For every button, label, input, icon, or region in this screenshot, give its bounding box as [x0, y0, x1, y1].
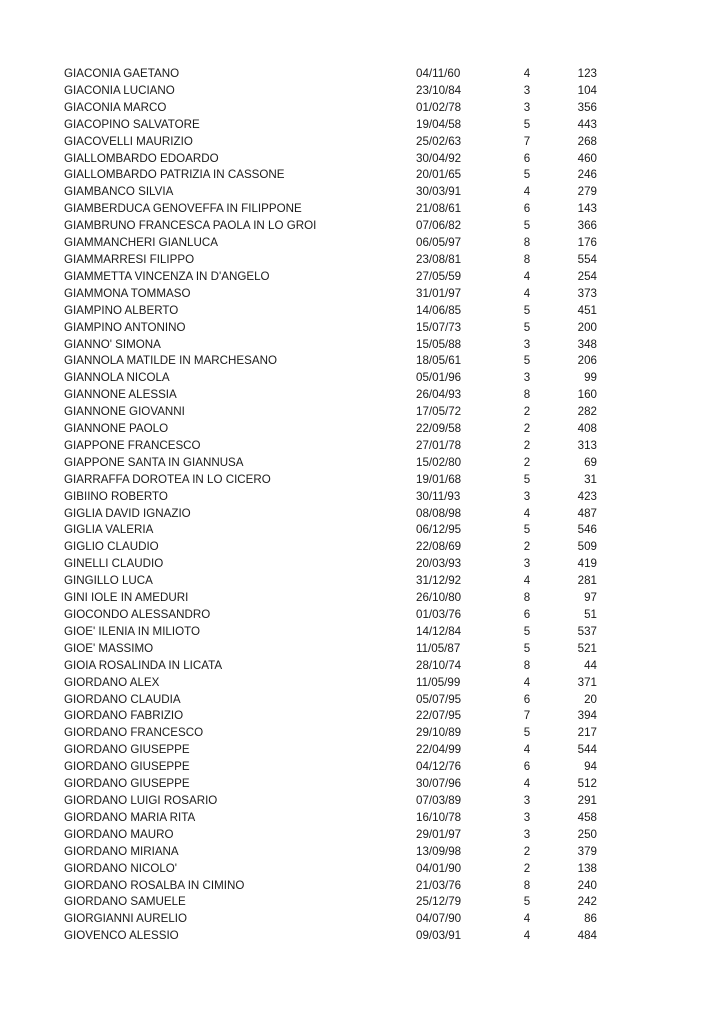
table-row [0, 100, 723, 117]
birth-date: 22/08/69 [416, 540, 462, 554]
person-name: GIACONIA MARCO [64, 100, 167, 114]
person-name: GIOE' ILENIA IN MILIOTO [64, 624, 201, 638]
person-name: GIGLIA VALERIA [64, 523, 154, 537]
count-value: 2 [523, 861, 531, 875]
birth-date: 22/09/58 [416, 422, 462, 436]
table-row [0, 556, 723, 573]
count-value: 8 [523, 878, 531, 892]
number-value: 379 [577, 844, 597, 858]
table-row [0, 117, 723, 134]
number-value: 554 [577, 252, 597, 266]
table-row [0, 151, 723, 168]
count-value: 6 [523, 692, 531, 706]
table-row [0, 252, 723, 269]
table-row [0, 844, 723, 861]
table-row [0, 167, 723, 184]
person-name: GIAMBANCO SILVIA [64, 185, 174, 199]
person-name: GIOCONDO ALESSANDRO [64, 608, 211, 621]
table-row [0, 66, 723, 83]
count-value: 5 [523, 472, 531, 486]
count-value: 5 [523, 219, 531, 233]
table-row [0, 658, 723, 675]
number-value: 240 [577, 878, 597, 892]
birth-date: 19/04/58 [416, 117, 462, 131]
birth-date: 06/05/97 [416, 236, 462, 250]
number-value: 250 [577, 827, 597, 841]
birth-date: 30/03/91 [416, 185, 462, 199]
number-value: 537 [577, 624, 597, 638]
count-value: 3 [523, 810, 531, 824]
birth-date: 01/03/76 [416, 608, 462, 621]
person-name: GIORDANO MIRIANA [64, 844, 179, 858]
birth-date: 26/04/93 [416, 388, 462, 402]
table-row [0, 235, 723, 252]
table-row [0, 269, 723, 286]
number-value: 20 [584, 692, 597, 706]
birth-date: 11/05/87 [416, 641, 461, 655]
birth-date: 30/11/93 [416, 489, 461, 503]
table-row [0, 928, 723, 945]
number-value: 104 [577, 83, 597, 97]
birth-date: 22/04/99 [416, 743, 462, 757]
birth-date: 31/01/97 [416, 286, 462, 300]
number-value: 373 [577, 286, 597, 300]
birth-date: 25/02/63 [416, 134, 462, 148]
table-row [0, 776, 723, 793]
table-row [0, 404, 723, 421]
count-value: 3 [523, 100, 531, 114]
table-row [0, 337, 723, 354]
table-row [0, 573, 723, 590]
number-value: 371 [577, 675, 597, 689]
number-value: 86 [584, 912, 597, 926]
name-list-table [0, 66, 723, 945]
birth-date: 07/06/82 [416, 219, 462, 233]
number-value: 458 [577, 810, 597, 824]
number-value: 348 [577, 337, 597, 351]
number-value: 282 [577, 405, 597, 419]
birth-date: 23/08/81 [416, 252, 462, 266]
number-value: 268 [577, 134, 597, 148]
count-value: 5 [523, 523, 531, 537]
count-value: 3 [523, 371, 531, 385]
person-name: GINGILLO LUCA [64, 574, 153, 588]
number-value: 394 [577, 709, 597, 723]
table-row [0, 455, 723, 472]
number-value: 69 [584, 455, 597, 469]
person-name: GIANNONE ALESSIA [64, 388, 177, 402]
person-name: GIAMBRUNO FRANCESCA PAOLA IN LO GROI [64, 219, 317, 233]
count-value: 5 [523, 320, 531, 334]
number-value: 544 [577, 743, 597, 757]
person-name: GIACONIA LUCIANO [64, 83, 175, 97]
person-name: GIAPPONE FRANCESCO [64, 438, 201, 452]
table-row [0, 641, 723, 658]
table-row [0, 184, 723, 201]
person-name: GIAMMETTA VINCENZA IN D'ANGELO [64, 269, 270, 283]
person-name: GIORDANO FABRIZIO [64, 709, 184, 723]
count-value: 5 [523, 726, 531, 740]
table-row [0, 624, 723, 641]
number-value: 487 [577, 506, 597, 520]
number-value: 313 [577, 438, 597, 452]
table-row [0, 675, 723, 692]
count-value: 7 [523, 134, 531, 148]
count-value: 2 [523, 540, 531, 554]
number-value: 138 [577, 861, 597, 875]
birth-date: 27/05/59 [416, 269, 462, 283]
person-name: GIANNOLA NICOLA [64, 371, 170, 385]
birth-date: 16/10/78 [416, 810, 462, 824]
person-name: GIORDANO LUIGI ROSARIO [64, 793, 218, 807]
number-value: 200 [577, 320, 597, 334]
count-value: 4 [523, 185, 531, 199]
birth-date: 04/11/60 [416, 67, 461, 80]
person-name: GINELLI CLAUDIO [64, 557, 164, 571]
count-value: 4 [523, 67, 531, 80]
count-value: 3 [523, 793, 531, 807]
person-name: GIANNO' SIMONA [64, 337, 161, 351]
birth-date: 14/12/84 [416, 624, 462, 638]
count-value: 5 [523, 624, 531, 638]
person-name: GIORDANO FRANCESCO [64, 726, 204, 740]
birth-date: 09/03/91 [416, 929, 462, 943]
birth-date: 28/10/74 [416, 658, 462, 672]
number-value: 217 [577, 726, 597, 740]
birth-date: 26/10/80 [416, 591, 462, 605]
person-name: GIORGIANNI AURELIO [64, 912, 188, 926]
table-row [0, 83, 723, 100]
birth-date: 20/03/93 [416, 557, 462, 571]
person-name: GIAMMONA TOMMASO [64, 286, 191, 300]
count-value: 2 [523, 438, 531, 452]
person-name: GIAMPINO ANTONINO [64, 320, 186, 334]
table-row [0, 725, 723, 742]
birth-date: 13/09/98 [416, 844, 462, 858]
count-value: 6 [523, 760, 531, 774]
table-row [0, 827, 723, 844]
count-value: 5 [523, 641, 531, 655]
number-value: 31 [584, 472, 597, 486]
birth-date: 05/01/96 [416, 371, 462, 385]
count-value: 8 [523, 658, 531, 672]
count-value: 5 [523, 117, 531, 131]
table-row [0, 793, 723, 810]
count-value: 2 [523, 422, 531, 436]
birth-date: 25/12/79 [416, 895, 462, 909]
number-value: 123 [577, 67, 597, 80]
count-value: 4 [523, 286, 531, 300]
birth-date: 08/08/98 [416, 506, 462, 520]
table-row [0, 320, 723, 337]
table-row [0, 353, 723, 370]
table-row [0, 692, 723, 709]
person-name: GIBIINO ROBERTO [64, 489, 168, 503]
number-value: 206 [577, 354, 597, 368]
person-name: GIORDANO MAURO [64, 827, 174, 841]
birth-date: 01/02/78 [416, 100, 462, 114]
count-value: 4 [523, 912, 531, 926]
count-value: 5 [523, 354, 531, 368]
number-value: 176 [577, 236, 597, 250]
table-row [0, 878, 723, 895]
count-value: 4 [523, 743, 531, 757]
birth-date: 11/05/99 [416, 675, 461, 689]
person-name: GIGLIO CLAUDIO [64, 540, 159, 554]
count-value: 4 [523, 777, 531, 791]
count-value: 8 [523, 236, 531, 250]
count-value: 2 [523, 455, 531, 469]
table-row [0, 539, 723, 556]
count-value: 6 [523, 608, 531, 621]
number-value: 546 [577, 523, 597, 537]
birth-date: 04/01/90 [416, 861, 462, 875]
number-value: 291 [577, 793, 597, 807]
table-row [0, 759, 723, 776]
table-row [0, 810, 723, 827]
number-value: 460 [577, 151, 597, 165]
number-value: 423 [577, 489, 597, 503]
number-value: 97 [584, 591, 597, 605]
person-name: GINI IOLE IN AMEDURI [64, 591, 189, 605]
person-name: GIAPPONE SANTA IN GIANNUSA [64, 455, 244, 469]
table-row [0, 861, 723, 878]
birth-date: 22/07/95 [416, 709, 462, 723]
count-value: 3 [523, 827, 531, 841]
person-name: GIACONIA GAETANO [64, 67, 180, 80]
person-name: GIORDANO ROSALBA IN CIMINO [64, 878, 245, 892]
table-row [0, 522, 723, 539]
person-name: GIANNONE GIOVANNI [64, 405, 185, 419]
count-value: 4 [523, 574, 531, 588]
person-name: GIALLOMBARDO PATRIZIA IN CASSONE [64, 168, 285, 182]
number-value: 408 [577, 422, 597, 436]
person-name: GIORDANO NICOLO' [64, 861, 178, 875]
birth-date: 21/08/61 [416, 202, 462, 216]
number-value: 94 [584, 760, 597, 774]
person-name: GIORDANO SAMUELE [64, 895, 186, 909]
table-row [0, 438, 723, 455]
person-name: GIAMBERDUCA GENOVEFFA IN FILIPPONE [64, 202, 302, 216]
person-name: GIAMPINO ALBERTO [64, 303, 179, 317]
number-value: 509 [577, 540, 597, 554]
table-row [0, 590, 723, 607]
birth-date: 15/07/73 [416, 320, 462, 334]
number-value: 99 [584, 371, 597, 385]
person-name: GIACOPINO SALVATORE [64, 117, 200, 131]
person-name: GIORDANO GIUSEPPE [64, 743, 190, 757]
count-value: 7 [523, 709, 531, 723]
birth-date: 18/05/61 [416, 354, 462, 368]
person-name: GIOVENCO ALESSIO [64, 929, 179, 943]
person-name: GIALLOMBARDO EDOARDO [64, 151, 219, 165]
table-row [0, 134, 723, 151]
birth-date: 29/10/89 [416, 726, 462, 740]
birth-date: 27/01/78 [416, 438, 462, 452]
number-value: 451 [577, 303, 597, 317]
person-name: GIARRAFFA DOROTEA IN LO CICERO [64, 472, 271, 486]
number-value: 443 [577, 117, 597, 131]
count-value: 8 [523, 591, 531, 605]
birth-date: 21/03/76 [416, 878, 462, 892]
person-name: GIGLIA DAVID IGNAZIO [64, 506, 191, 520]
person-name: GIAMMARRESI FILIPPO [64, 252, 195, 266]
number-value: 356 [577, 100, 597, 114]
birth-date: 07/03/89 [416, 793, 462, 807]
person-name: GIORDANO ALEX [64, 675, 160, 689]
count-value: 5 [523, 303, 531, 317]
person-name: GIANNOLA MATILDE IN MARCHESANO [64, 354, 278, 368]
count-value: 4 [523, 929, 531, 943]
number-value: 366 [577, 219, 597, 233]
birth-date: 14/06/85 [416, 303, 462, 317]
count-value: 2 [523, 844, 531, 858]
table-row [0, 286, 723, 303]
table-row [0, 708, 723, 725]
table-row [0, 742, 723, 759]
table-row [0, 607, 723, 624]
birth-date: 19/01/68 [416, 472, 462, 486]
count-value: 3 [523, 337, 531, 351]
person-name: GIACOVELLI MAURIZIO [64, 134, 193, 148]
count-value: 4 [523, 269, 531, 283]
number-value: 521 [577, 641, 597, 655]
number-value: 254 [577, 269, 597, 283]
table-row [0, 472, 723, 489]
number-value: 484 [577, 929, 597, 943]
count-value: 6 [523, 202, 531, 216]
table-row [0, 303, 723, 320]
count-value: 2 [523, 405, 531, 419]
birth-date: 05/07/95 [416, 692, 462, 706]
birth-date: 31/12/92 [416, 574, 462, 588]
person-name: GIANNONE PAOLO [64, 422, 169, 436]
birth-date: 17/05/72 [416, 405, 462, 419]
number-value: 51 [584, 608, 597, 621]
table-row [0, 421, 723, 438]
person-name: GIORDANO GIUSEPPE [64, 777, 190, 791]
number-value: 143 [577, 202, 597, 216]
number-value: 512 [577, 777, 597, 791]
birth-date: 30/04/92 [416, 151, 462, 165]
count-value: 3 [523, 83, 531, 97]
number-value: 242 [577, 895, 597, 909]
count-value: 6 [523, 151, 531, 165]
table-row [0, 894, 723, 911]
table-row [0, 370, 723, 387]
person-name: GIORDANO MARIA RITA [64, 810, 196, 824]
person-name: GIORDANO GIUSEPPE [64, 760, 190, 774]
birth-date: 04/12/76 [416, 760, 462, 774]
table-row [0, 911, 723, 928]
count-value: 5 [523, 168, 531, 182]
person-name: GIAMMANCHERI GIANLUCA [64, 236, 218, 250]
number-value: 279 [577, 185, 597, 199]
birth-date: 15/02/80 [416, 455, 462, 469]
number-value: 160 [577, 388, 597, 402]
table-row [0, 201, 723, 218]
table-row [0, 489, 723, 506]
table-row [0, 387, 723, 404]
birth-date: 20/01/65 [416, 168, 462, 182]
count-value: 8 [523, 388, 531, 402]
count-value: 8 [523, 252, 531, 266]
birth-date: 29/01/97 [416, 827, 462, 841]
number-value: 44 [584, 658, 597, 672]
number-value: 246 [577, 168, 597, 182]
table-row [0, 506, 723, 523]
person-name: GIOIA ROSALINDA IN LICATA [64, 658, 223, 672]
count-value: 4 [523, 675, 531, 689]
person-name: GIORDANO CLAUDIA [64, 692, 181, 706]
count-value: 3 [523, 557, 531, 571]
birth-date: 04/07/90 [416, 912, 462, 926]
birth-date: 15/05/88 [416, 337, 462, 351]
count-value: 4 [523, 506, 531, 520]
birth-date: 30/07/96 [416, 777, 462, 791]
count-value: 3 [523, 489, 531, 503]
birth-date: 23/10/84 [416, 83, 462, 97]
number-value: 419 [577, 557, 597, 571]
birth-date: 06/12/95 [416, 523, 462, 537]
count-value: 5 [523, 895, 531, 909]
number-value: 281 [577, 574, 597, 588]
table-row [0, 218, 723, 235]
person-name: GIOE' MASSIMO [64, 641, 154, 655]
